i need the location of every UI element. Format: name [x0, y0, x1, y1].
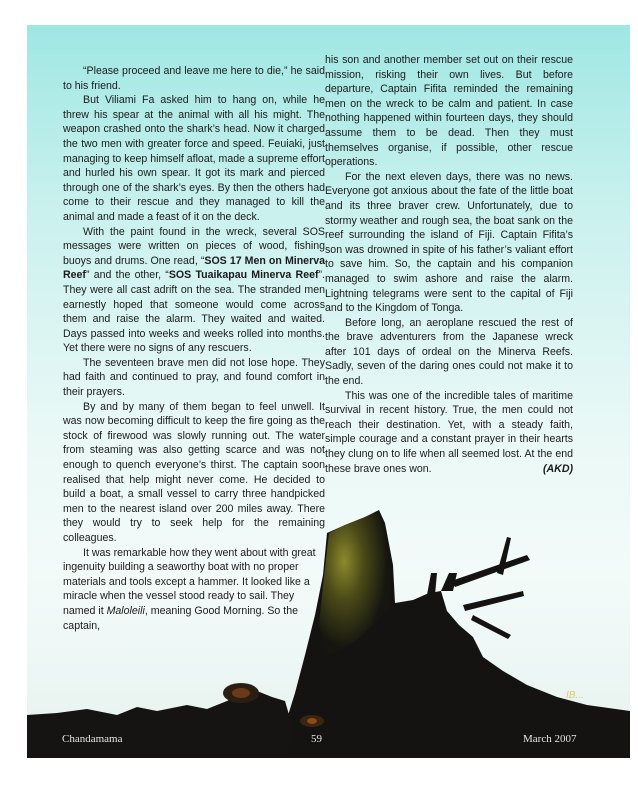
magazine-name: Chandamama — [62, 733, 123, 745]
text: This was one of the incredible tales of maritime survival in recent history. True, the men could not reach their destination. Yet, with a steady faith, simple courage and a constant prayer in their hearts they clung on to life when all seemed lost. At the end these brave ones won. — [325, 389, 573, 475]
paragraph: For the next eleven days, there was no news. Everyone got anxious about the fate of the little boat and its three braver crew. Unfortunately, due to stormy weather and rough sea, the boat sank on the reef surrounding the island of Fiji. Captain Fifita’s son was drowned in spite of his father’s valiant effort to save him. So, the captain and his companion managed to swim ashore and raise the alarm. Lightning telegrams were sent to the capital of Fiji and to the Kingdom of Tonga. — [325, 170, 573, 315]
paragraph — [63, 225, 325, 356]
sos-message-1: SOS 17 Men on Minerva Reef — [63, 254, 325, 282]
text: ” and the other, “ — [85, 269, 169, 282]
paragraph: By and by many of them began to feel unwell. It was now becoming difficult to keep the fire going as the stock of firewood was slowly running out. The water from steaming was also getting scarce and was not enough to quench everyone’s thirst. The captain soon realised that help might never come. He decided to build a boat, a small vessel to carry three handpicked men to the nearest island over 200 miles away. There they would try to seek help for the remaining colleagues. — [63, 400, 325, 544]
artist-initials: IB... — [566, 690, 584, 701]
author-signature: (AKD) — [542, 462, 573, 475]
text: With the paint found in the wreck, several SOS messages were written on pieces of wood, fishing buoys and drums. One read, “ — [63, 225, 325, 267]
paragraph: The seventeen brave men did not lose hope. They had faith and continued to pray, and found comfort in their prayers. — [63, 356, 325, 399]
paragraph — [63, 546, 325, 634]
paragraph — [325, 389, 573, 477]
boat-name: Maloleili — [106, 604, 145, 617]
text: ”. They were all cast adrift on the sea. The stranded men earnestly hoped that someone would come across them and raise the alarm. They waited and waited. Days passed into weeks and weeks rolled into months. Yet there were no signs of any rescuers. — [63, 269, 325, 355]
text: , meaning Good Morning. So the captain, — [63, 604, 298, 632]
page-number: 59 — [311, 733, 322, 745]
right-column — [325, 53, 573, 476]
issue-date: March 2007 — [523, 733, 577, 745]
sos-message-2: SOS Tuaikapau Minerva Reef — [168, 269, 319, 282]
paragraph: But Viliami Fa asked him to hang on, while he threw his spear at the animal with all his might. The weapon crashed onto the shark’s head. Now it charged the two men with greater force and speed. Feuiaki, just managing to keep himself afloat, made a supreme effort and hurled his own spear. It got its mark and pierced through one of the shark’s eyes. By then the others had come to their rescue and they managed to kill the animal and made a feast of it on the deck. — [63, 94, 325, 223]
left-column — [63, 64, 325, 633]
page — [27, 25, 630, 758]
paragraph: Before long, an aeroplane rescued the rest of the brave adventurers from the Japanese wreck after 101 days of ordeal on the Minerva Reefs. Sadly, seven of the daring ones could not make it to the end. — [325, 316, 573, 388]
paragraph: “Please proceed and leave me here to die,” he said to his friend. — [63, 65, 325, 92]
text: It was remarkable how they went about with great ingenuity building a seaworthy boat with no proper materials and tools except a hammer. It looked like a miracle when the vessel stood ready to sail. They named it — [63, 546, 316, 617]
paragraph: his son and another member set out on their rescue mission, risking their own lives. But before departure, Captain Fifita reminded the remaining men on the wreck to be calm and patient. In case nothing happened within fourteen days, they should assume them to be dead. Then they must themselves organise, if possible, other rescue operations. — [325, 54, 573, 169]
